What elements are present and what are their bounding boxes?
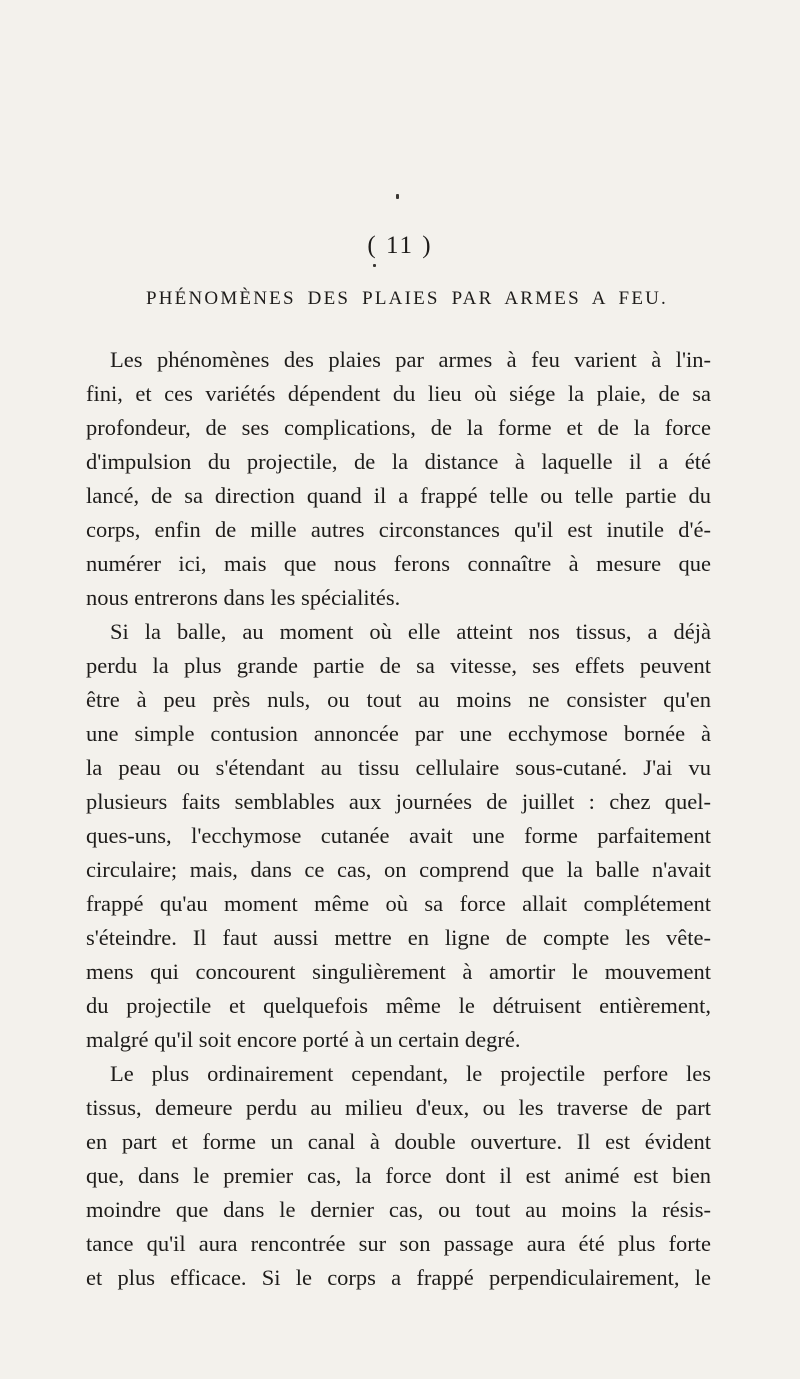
text-line: mens qui concourent singulièrement à amortir le mouvement: [86, 959, 711, 984]
text-line: tance qu'il aura rencontrée sur son passage aura été plus forte: [86, 1231, 711, 1256]
text-line: ques-uns, l'ecchymose cutanée avait une forme parfaitement: [86, 823, 711, 848]
text-line: Si la balle, au moment où elle atteint nos tissus, a déjà: [110, 619, 711, 644]
text-line: fini, et ces variétés dépendent du lieu où siége la plaie, de sa: [86, 381, 711, 406]
chapter-title: PHÉNOMÈNES DES PLAIES PAR ARMES A FEU.: [145, 288, 669, 309]
text-line: la peau ou s'étendant au tissu cellulaire sous-cutané. J'ai vu: [86, 755, 711, 780]
text-line: que, dans le premier cas, la force dont il est animé est bien: [86, 1163, 711, 1188]
text-line: être à peu près nuls, ou tout au moins ne consister qu'en: [86, 687, 711, 712]
text-line: frappé qu'au moment même où sa force allait complétement: [86, 891, 711, 916]
text-line: d'impulsion du projectile, de la distance à laquelle il a été: [86, 449, 711, 474]
text-line: lancé, de sa direction quand il a frappé telle ou telle partie du: [86, 483, 711, 508]
text-line: perdu la plus grande partie de sa vitesse, ses effets peuvent: [86, 653, 711, 678]
page-number: ( 11 ): [367, 232, 433, 259]
text-line: et plus efficace. Si le corps a frappé perpendiculairement, le: [86, 1265, 711, 1290]
text-line: une simple contusion annoncée par une ecchymose bornée à: [86, 721, 711, 746]
text-line: Les phénomènes des plaies par armes à feu varient à l'in-: [110, 347, 711, 372]
text-line: malgré qu'il soit encore porté à un certain degré.: [86, 1027, 521, 1052]
text-line: plusieurs faits semblables aux journées de juillet : chez quel-: [86, 789, 711, 814]
text-line: du projectile et quelquefois même le détruisent entièrement,: [86, 993, 711, 1018]
ink-speck: [396, 194, 399, 199]
text-line: circulaire; mais, dans ce cas, on comprend que la balle n'avait: [86, 857, 711, 882]
text-line: moindre que dans le dernier cas, ou tout au moins la résis-: [86, 1197, 711, 1222]
text-line: tissus, demeure perdu au milieu d'eux, ou les traverse de part: [86, 1095, 711, 1120]
body-text: [86, 343, 711, 1295]
text-line: numérer ici, mais que nous ferons connaître à mesure que: [86, 551, 711, 576]
text-line: corps, enfin de mille autres circonstances qu'il est inutile d'é-: [86, 517, 711, 542]
text-line: nous entrerons dans les spécialités.: [86, 585, 401, 610]
text-line: en part et forme un canal à double ouverture. Il est évident: [86, 1129, 711, 1154]
text-line: profondeur, de ses complications, de la forme et de la force: [86, 415, 711, 440]
ink-speck: [373, 264, 376, 267]
text-line: s'éteindre. Il faut aussi mettre en ligne de compte les vête-: [86, 925, 711, 950]
text-line: Le plus ordinairement cependant, le projectile perfore les: [110, 1061, 711, 1086]
